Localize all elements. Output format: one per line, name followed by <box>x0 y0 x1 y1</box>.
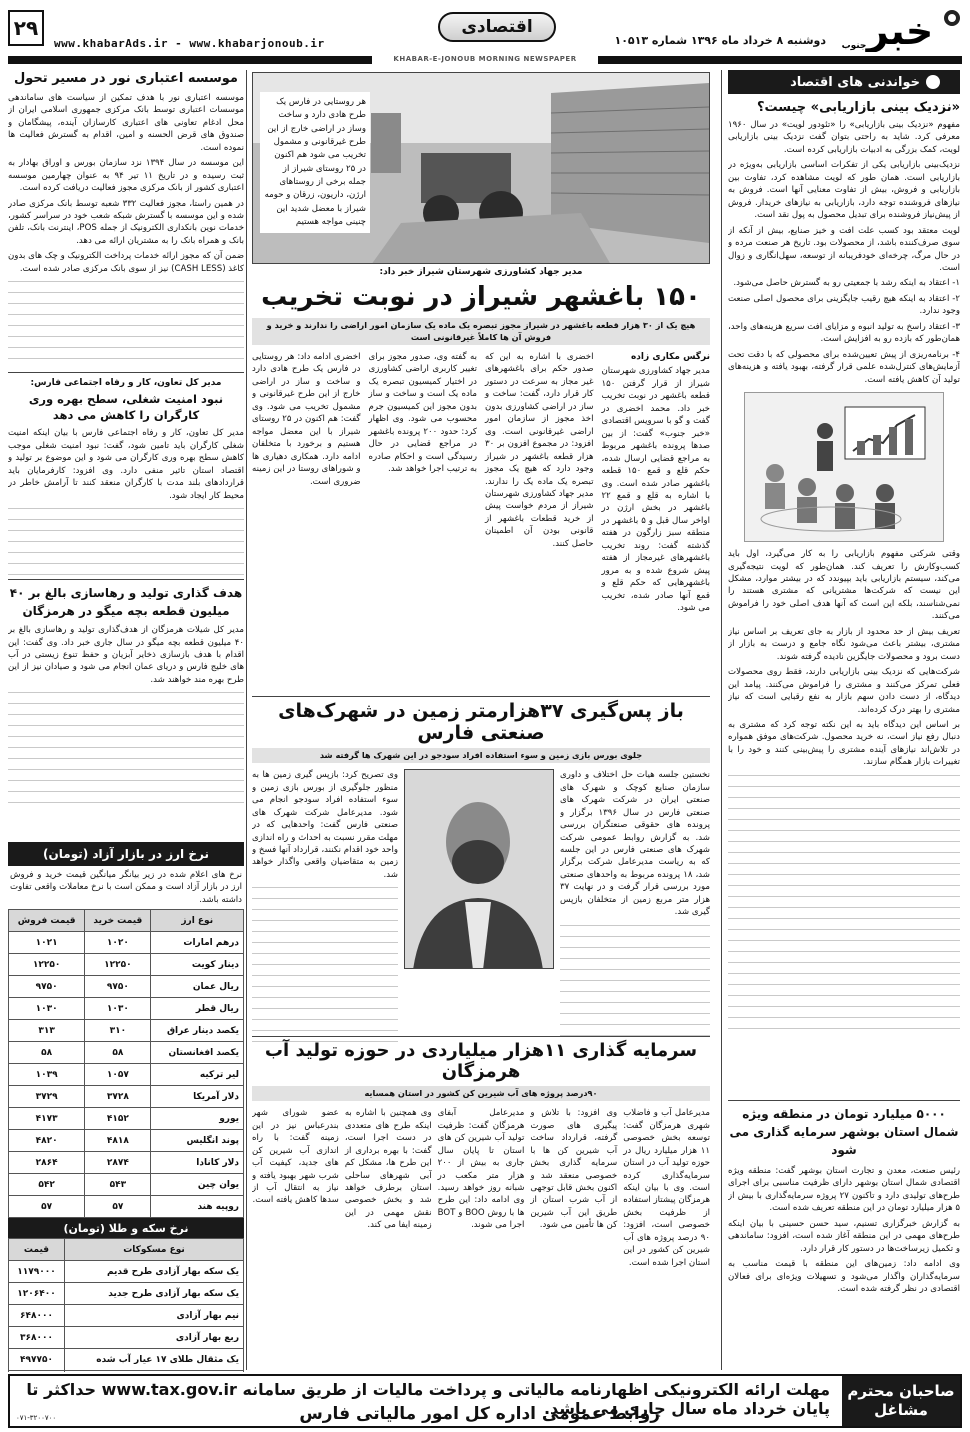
article-paragraph: وی افزود: با تلاش و پیگیری های صورت گرفته، قرارداد ساخت آب شیرین کن ها با سرمایه گذاری بخش خصوصی منعقد شد و اکنون بخش قابل توجهی از آب شرب استان از طریق این آب شیرین کن ها تأمین می شود. <box>530 1108 618 1231</box>
article-list-item: ۴- برنامه‌ریزی از پیش تعیین‌شده برای محصولی که با دقت تحت آزمایش‌های کنترل‌شده علمی قرار گرفته، بهبود یافته و هزینه‌های تولید آن کاهش یافته است. <box>728 349 960 385</box>
industrial-towns-article <box>252 700 710 1059</box>
gold-rates-table <box>8 1238 244 1372</box>
article-subtitle: ۹۰درصد پروژه های آب شیرین کن کشور در استان همسایه <box>252 1086 710 1101</box>
rate-name-cell: یکصد دینار عراق <box>151 1020 244 1042</box>
rate-value-cell: ۴۸۲۰ <box>9 1130 85 1152</box>
article-paragraph: ضمن آن که مجوز ارائه خدمات پرداخت الکترونیک و چک های بدون کاغذ (CASH LESS) نیز از سوی بانک مرکزی صادر شده است. <box>8 251 244 274</box>
fx-note: نرخ های اعلام شده در زیر بیانگر میانگین قیمت خرید و فروش ارز در بازار آزاد است و ممکن است با نرخ معاملات واقعی تفاوت داشته باشد. <box>10 870 242 905</box>
rate-value-cell: ۵۸ <box>9 1042 85 1064</box>
rate-value-cell: ۱۰۲۰ <box>85 932 151 954</box>
economy-readings-column <box>728 70 960 1100</box>
table-header-cell: نوع ارز <box>151 910 244 932</box>
rate-name-cell: ربع بهار آزادی <box>64 1327 243 1349</box>
article-subtitle: هیچ یک از ۳۰ هزار قطعه باغشهر در شیراز مجوز تبصره یک ماده یک سازمان امور اراضی را ندارند و خرید و فروش آن ها کاملاً غیرقانونی است <box>252 318 710 345</box>
article-list-item: ۲- اعتقاد به اینکه هیچ رقیب جایگزینی برای محصول اصلی صنعت وجود ندارد. <box>728 293 960 317</box>
rate-name-cell: ریال عمان <box>151 976 244 998</box>
table-row <box>9 1349 244 1371</box>
article-title: باز پس‌گیری ۳۷هزارمتر زمین در شهرک‌های صنعتی فارس <box>278 700 684 744</box>
rate-value-cell: ۵۷ <box>9 1196 85 1218</box>
official-portrait <box>404 769 554 969</box>
column-header-label: خواندنی های اقتصاد <box>790 74 920 90</box>
article-column <box>530 1107 617 1387</box>
rate-value-cell: ۵۴۲ <box>9 1174 85 1196</box>
article-column <box>345 1107 432 1387</box>
ad-signature: روابط عمومی اداره کل امور مالیاتی فارس <box>299 1404 660 1424</box>
person-photo <box>404 770 553 969</box>
ad-phone: ۰۷۱-۳۲۰۰۷۰۰ <box>16 1414 57 1423</box>
article-columns <box>252 351 710 711</box>
rate-name-cell: روپیه هند <box>151 1196 244 1218</box>
article-column <box>252 1107 339 1387</box>
rate-value-cell: ۵۴۳ <box>85 1174 151 1196</box>
table-row <box>9 954 244 976</box>
article-paragraph: عضو شورای شهر بندرعباس نیز در این زمینه گفت: با راه اندازی آب شیرین کن های جدید، کیفیت آب شرب شهر بهبود یافته و نیاز به انتقال آب از سدها کاهش یافته است. <box>252 1108 339 1206</box>
article-column <box>369 351 478 711</box>
article-column <box>252 769 398 1059</box>
section-title: اقتصادی <box>438 12 556 42</box>
rate-value-cell: ۱۰۵۷ <box>85 1064 151 1086</box>
rate-value-cell: ۱۰۳۹ <box>9 1064 85 1086</box>
article-columns <box>252 769 710 1059</box>
ad-badge-line: صاحبان محترم <box>847 1381 955 1400</box>
article-column <box>485 351 594 711</box>
rate-value-cell: ۱۰۳۰ <box>9 998 85 1020</box>
article-title: هدف گذاری تولید و رهاسازی بالغ بر ۴۰ میلیون قطعه بچه میگو در هرمزگان <box>9 586 243 619</box>
rate-name-cell: یکصد افغانستان <box>151 1042 244 1064</box>
fx-rates-table <box>8 909 244 1218</box>
table-row <box>9 1174 244 1196</box>
article-continued-text <box>8 505 244 575</box>
table-row <box>9 1327 244 1349</box>
ad-badge-line: مشاغل <box>874 1401 928 1419</box>
article-continued-text <box>252 884 398 1044</box>
article-paragraph: نخستین جلسه هیات حل اختلاف و داوری سازمان صنایع کوچک و شهرک های صنعتی ایران در شرکت شهرک های صنعتی فارس در سال ۱۳۹۶ برگزار و پرونده های حقوقی صنعتگران بررسی شد. به گزارش روابط عمومی شرکت شهرک های صنعتی فارس در این جلسه که به ریاست مدیرعامل شرکت برگزار شد، ۱۸ پرونده مربوط به واحدهای صنعتی مورد بررسی قرار گرفت و در نهایت ۳۷ هزار متر مربع زمین از متخلفان بازپس گیری شد. <box>560 770 710 918</box>
rate-value-cell: ۳۱۰ <box>85 1020 151 1042</box>
article-paragraph: به گزارش خبرگزاری تسنیم، سید حسن حسینی با بیان اینکه طرح‌های مهمی در این منطقه آغاز شده است، افزود: ساماندهی و تکمیل زیرساخت‌ها در دستور کار قرار دارد. <box>728 1218 960 1254</box>
rate-name-cell: یک مثقال طلای ۱۷ عیار آب شده <box>64 1349 243 1371</box>
article-column <box>252 351 361 711</box>
rate-value-cell <box>9 1371 65 1372</box>
article-paragraph: مدیرعامل آب و فاضلاب شهری هرمزگان گفت: توسعه بخش خصوصی ۱۱ هزار میلیارد ریال در حوزه تولید آب در استان سرمایه‌گذاری کرده است. وی با بیان اینکه هرمزگان پیشتاز استفاده از ظرفیت بخش خصوصی است، افزود: ۹۰ درصد پروژه های آب شیرین کن کشور در این استان اجرا شده است. <box>623 1108 710 1268</box>
article-paragraph: موسسه اعتباری نور با هدف تمکین از سیاست های ساماندهی موسسات اعتباری توسط بانک مرکزی جمهوری اسلامی ایران از محل ادغام تعاونی های اعتباری کارسازان آینده، پیشگامان و صندوق های قرض الحسنه و امین، اقدام به گسترش فعالیت ها نموده است. <box>8 92 244 153</box>
article-paragraph: وی تصریح کرد: بازپس گیری زمین ها به منظور جلوگیری از بورس بازی زمین و سوء استفاده افراد سودجو انجام می شود. مدیرعامل شرکت شهرک های صنعتی فارس گفت: واحدهایی که در مهلت مقرر نسبت به احداث و راه اندازی واحد خود اقدام نکنند، قرارداد آنها فسخ و زمین به متقاضیان واقعی واگذار خواهد شد. <box>252 770 398 880</box>
table-row <box>9 1152 244 1174</box>
table-row <box>9 1371 244 1372</box>
rate-value-cell: ۹۷۵۰ <box>9 976 85 998</box>
column-divider <box>721 70 722 1370</box>
page-header <box>8 6 962 54</box>
rate-value-cell: ۱۰۲۱ <box>9 932 85 954</box>
table-row <box>9 1086 244 1108</box>
rate-value-cell: ۳۷۲۸ <box>85 1086 151 1108</box>
article-title: ۵۰۰۰ میلیارد تومان در منطقه ویژه شمال استان بوشهر سرمایه گذاری می شود <box>729 1107 959 1157</box>
fx-table-body <box>9 932 244 1218</box>
article-paragraph: مدیرعامل آبفای هرمزگان گفت: ظرفیت تولید آب شیرین کن های استان تا پایان سال جاری به بیش از ۲۰۰ هزار متر مکعب در شبانه روز خواهد رسید. وی ادامه داد: این طرح ها با روش BOO و BOT اجرا می شوند. <box>437 1108 525 1231</box>
article-paragraph: لویت معتقد بود کسب علت افت و خیز صنایع، بیش از آنکه از سوی صرف‌کننده باشد، از محصولات بود. تاریخ هر صنعت مرده و در حال مرگ، چرخه‌ای خودفریبانه از توسعه، سهل‌انگاری و زوال است. <box>728 225 960 273</box>
hormozgan-water-article <box>252 1040 710 1387</box>
rate-value-cell: ۵۸ <box>85 1042 151 1064</box>
rate-value-cell: ۳۷۲۹ <box>9 1086 85 1108</box>
ad-main-text: مهلت ارائه الکترونیکی اظهارنامه مالیاتی و پرداخت مالیات از طریق سامانه www.tax.gov.ir حداکثر تا پایان خرداد ماه سال جاری می باشد. <box>26 1380 830 1418</box>
rate-value-cell: ۴۹۷۷۵۰ <box>9 1349 65 1371</box>
article-paragraph: اخضری ادامه داد: هر روستایی در فارس یک طرح هادی دارد و ساخت و ساز در اراضی خارج از این طرح غیرقانونی و مشمول تخریب می شود. وی گفت: هم اکنون در ۲۵ روستای شیراز با این معضل مواجه هستیم و برخورد با متخلفان ادامه دارد. همکاری دهیاری ها و شوراهای روستا در این زمینه ضروری است. <box>252 352 361 487</box>
article-column <box>438 1107 525 1387</box>
article-paragraph: وی ادامه داد: زمین‌های این منطقه با قیمت مناسب به سرمایه‌گذاران واگذار می‌شود و تسهیلات ویژه‌ای برای فعالان اقتصادی در نظر گرفته شده است. <box>728 1259 960 1295</box>
rate-name-cell: دلار آمریکا <box>151 1086 244 1108</box>
article-paragraph: تعریف بیش از حد محدود از بازار به جای تعریف بر اساس نیاز مشتری، بیشتر باعث می‌شود نگاه جامع و درست به بازار از دست برود و محصولات جایگزین نادیده گرفته شوند. <box>728 626 960 662</box>
rate-name-cell: نیم بهار آزادی <box>64 1305 243 1327</box>
column-header <box>728 70 960 94</box>
rate-name-cell: یورو <box>151 1108 244 1130</box>
table-header-cell: قیمت فروش <box>9 910 85 932</box>
fx-box-title: نرخ ارز در بازار آزاد (تومان) <box>8 842 244 866</box>
paper-name-latin: KHABAR-E-JONOUB MORNING NEWSPAPER <box>372 55 598 66</box>
article-title: ۱۵۰ باغشهر شیراز در نوبت تخریب <box>261 282 701 313</box>
table-row <box>9 976 244 998</box>
table-row <box>9 1305 244 1327</box>
article-kicker: مدیر کل تعاون، کار و رفاه اجتماعی فارس: <box>30 378 222 389</box>
rate-name-cell: پوند انگلیس <box>151 1130 244 1152</box>
rate-value-cell: ۶۴۸۰۰۰ <box>9 1305 65 1327</box>
rate-value-cell: ۱۱۷۹۰۰۰ <box>9 1261 65 1283</box>
rate-name-cell: یک سکه بهار آزادی طرح جدید <box>64 1283 243 1305</box>
article-continued-text <box>8 278 244 368</box>
shiraz-article <box>252 266 710 711</box>
article-paragraph: اخضری با اشاره به این که صدور حکم برای باغشهرهای غیر مجاز به سرعت در دستور کار قرار دارد، گفت: ساخت و ساز در اراضی کشاورزی بدون اخذ مجوز از سازمان امور اراضی غیرقانونی است. وی افزود: در مجموع افزون بر ۳۰ هزار قطعه باغشهر در شیراز وجود دارد که هیچ یک مجوز تبصره یک ماده یک را ندارند. مدیر جهاد کشاورزی شهرستان شیراز از مردم خواست پیش از خرید قطعات باغشهر از قانونی بودن آن اطمینان حاصل کنند. <box>485 352 594 549</box>
article-paragraph: مدیر جهاد کشاورزی شهرستان شیراز از قرار گرفتن ۱۵۰ قطعه باغشهر در نوبت تخریب خبر داد. محمد اخضری در گفت و گو با سرویس اقتصادی «خبر جنوب» گفت: از بین صدها پرونده باغشهر مربوط به مراجع قضایی ارسال شده، حکم قلع و قمع ۱۵۰ قطعه باغشهر صادر شده است. وی با اشاره به قلع و قمع ۲۲ باغشهر در بخش ارژن در اواخر سال قبل و ۵ باغشهر در منطقه سبز زارگون در هفته گذشته گفت: روند تخریب باغشهرهای غیرمجاز از هفته پیش شروع شده و به مرور باغشهرهایی که حکم قلع و قمع آنها صادر شده، تخریب می شود. <box>601 366 710 614</box>
table-row <box>9 1064 244 1086</box>
section-divider <box>252 696 710 697</box>
currency-rates-box <box>8 842 244 1372</box>
table-row <box>9 1196 244 1218</box>
ad-badge <box>842 1376 960 1426</box>
section-divider <box>8 372 244 373</box>
rate-name-cell: دلار کانادا <box>151 1152 244 1174</box>
table-header-cell: قیمت <box>9 1239 65 1261</box>
article-paragraph: این موسسه در سال ۱۳۹۴ نزد سازمان بورس و اوراق بهادار به ثبت رسیده و در تاریخ ۱۱ تیر ۹۴ به عنوان چهارمین موسسه اعتباری کشور از بانک مرکزی مجوز فعالیت دریافت کرده است. <box>8 158 244 194</box>
table-row <box>9 1108 244 1130</box>
article-paragraph: مفهوم «نزدیک بینی بازاریابی» را «تئودور لویت» در سال ۱۹۶۰ معرفی کرد. شاید به راحتی بتوان گفت نزدیک بینی بازاریابی لویت، کمک بزرگی به ادبیات بازاریابی کرده است. <box>728 120 960 155</box>
article-paragraph: در همین راستا، مجوز فعالیت ۳۳۲ شعبه توسط بانک مرکزی صادر شده و این موسسه با گسترش شبکه شعب خود در سراسر کشور، خدمات نوین بانکداری الکترونیک از جمله POS، اینترنت بانک، تلفن بانک و همراه بانک را به مشتریان ارائه می دهد. <box>8 198 244 246</box>
gold-table-body <box>9 1261 244 1372</box>
rate-value-cell: ۱۲۲۵۰ <box>85 954 151 976</box>
site-urls: www.khabarAds.ir - www.khabarjonoub.ir <box>54 37 325 50</box>
page-number: ۲۹ <box>8 10 44 46</box>
table-row <box>9 998 244 1020</box>
rate-value-cell: ۳۶۸۰۰۰ <box>9 1327 65 1349</box>
table-row <box>9 1042 244 1064</box>
newspaper-logo <box>832 6 962 52</box>
article-paragraph: وی همچنین با اشاره به اینکه طرح های متعددی در دست اجرا است، گفت: با بهره برداری از این طرح ها، مشکل کم آبی شهرهای ساحلی استان برطرف خواهد شد و بخش خصوصی نقش مهمی در این زمینه ایفا می کند. <box>344 1108 432 1231</box>
rate-value-cell: ۱۲۲۵۰ <box>9 954 85 976</box>
article-paragraph: مدیر کل شیلات هرمزگان از هدف‌گذاری تولید و رهاسازی بالغ بر ۴۰ میلیون قطعه بچه میگو در سال جاری خبر داد. وی گفت: این اقدام با هدف بازسازی ذخایر آبزیان و حفظ تنوع زیستی در آب های خلیج فارس و دریای عمان انجام می شود و صیادان نیز از این طرح بهره مند خواهند شد. <box>8 625 244 685</box>
rate-name-cell <box>64 1371 243 1372</box>
rate-name-cell: ریال قطر <box>151 998 244 1020</box>
logo-sub: جنوب <box>841 41 867 51</box>
rate-value-cell: ۴۸۱۸ <box>85 1130 151 1152</box>
photo-caption: هر روستایی در فارس یک طرح هادی دارد و ساخت وساز در اراضی خارج از این طرح غیرقانونی و مشمول تخریب می شود هم اکنون در ۲۵ روستای شیراز از جمله برخی از روستاهای ارژن، داریون، زرقان و حومه شیراز با معضل شدید این چنینی مواجه هستیم <box>260 92 370 233</box>
article-title: سرمایه گذاری ۱۱هزار میلیاردی در حوزه تولید آب هرمزگان <box>264 1040 698 1082</box>
section-divider <box>252 1036 710 1037</box>
table-row <box>9 1020 244 1042</box>
table-row <box>9 932 244 954</box>
section-divider <box>8 579 244 580</box>
presentation-icon <box>745 393 943 541</box>
article-column <box>602 351 711 711</box>
rate-name-cell: درهم امارات <box>151 932 244 954</box>
logo-text: خبر <box>866 9 934 52</box>
rate-name-cell: یک سکه بهار آزادی طرح قدیم <box>64 1261 243 1283</box>
bushehr-article <box>728 1100 960 1300</box>
table-header-row <box>9 910 244 932</box>
article-column <box>560 769 710 1059</box>
rate-value-cell: ۲۸۷۴ <box>85 1152 151 1174</box>
rate-name-cell: یوان چین <box>151 1174 244 1196</box>
rate-name-cell: لیر ترکیه <box>151 1064 244 1086</box>
article-byline: نرگس مکاری زاده <box>630 352 710 363</box>
meeting-illustration <box>744 392 944 542</box>
article-title: نبود امنیت شغلی، سطح بهره وری کارگران را کاهش می دهد <box>28 391 224 422</box>
article-paragraph: شرکت‌هایی که نزدیک بینی بازاریابی دارند، فقط روی محصولات فعلی تمرکز می‌کنند و مشتری را فراموش می‌کنند. پیامد این دیدگاه، از دست دادن سهم بازار به نفع رقبایی است که نیاز مشتری را بهتر درک کرده‌اند. <box>728 667 960 715</box>
tax-advertisement <box>8 1374 962 1428</box>
article-paragraph: وقتی شرکتی مفهوم بازاریابی را به کار می‌گیرد، اول باید کسب‌وکارش را تعریف کند. همان‌طور که لویت نتیجه‌گیری می‌کند، سیستم بازاریابی باید بپیوندد که در بیشتر موارد، مشکل این نیست که شرکت‌ها مشتریانی که مشتری هستند را نمی‌شناسند، بلکه این است که آنها هدف اصلی خود را فراموش می‌کنند. <box>728 549 960 622</box>
rate-name-cell: دینار کویت <box>151 954 244 976</box>
rate-value-cell: ۲۸۶۴ <box>9 1152 85 1174</box>
gold-box-title: نرخ سکه و طلا (تومان) <box>8 1218 244 1238</box>
article-title: «نزدیک بینی بازاریابی» چیست؟ <box>756 100 960 115</box>
article-column <box>623 1107 710 1387</box>
rate-value-cell: ۵۷ <box>85 1196 151 1218</box>
article-paragraph: بر اساس این دیدگاه باید به این نکته توجه کرد که مشتری به دنبال رفع نیاز است، نه خرید محصول. شرکت‌های موفق همواره در تلاش‌اند نیازهای آینده مشتری را پیش‌بینی کنند و خود را با تغییرات بازار همگام سازند. <box>728 719 960 768</box>
article-continued-text <box>560 922 710 1042</box>
article-list-item: ۳- اعتقاد راسخ به تولید انبوه و مزایای افت سریع هزینه‌های واحد، همان‌طور که بازده رو به افزایش است. <box>728 321 960 345</box>
issue-info: دوشنبه ۸ خرداد ماه ۱۳۹۶ شماره ۱۰۵۱۳ <box>614 34 826 47</box>
table-header-cell: قیمت خرید <box>85 910 151 932</box>
bullet-icon <box>926 75 940 89</box>
article-subtitle: جلوی بورس بازی زمین و سوء استفاده افراد سودجو در این شهرک ها گرفته شد <box>252 748 710 763</box>
rate-value-cell: ۱۰۳۰ <box>85 998 151 1020</box>
table-row <box>9 1130 244 1152</box>
article-columns <box>252 1107 710 1387</box>
left-news-column <box>8 70 244 830</box>
article-paragraph: نزدیک‌بینی بازاریابی یکی از تفکرات اساسی بازاریابی به‌ویژه در بازاریابی است. همان طور که لویت مشاهده کرد، تفاوت بین بازاریابی و فروش، بیش از تفاوت معنایی آنها است. فروش به نیازهای فروشنده توجه دارد، بازاریابی به نیازهای خریدار. فروش از پیش‌نیاز فروشنده برای تبدیل محصول به پول نقد است. <box>728 160 960 221</box>
table-row <box>9 1261 244 1283</box>
table-header-row <box>9 1239 244 1261</box>
rate-value-cell: ۴۱۷۳ <box>9 1108 85 1130</box>
article-title: موسسه اعتباری نور در مسیر تحول <box>14 71 238 86</box>
table-header-cell: نوع مسکوکات <box>64 1239 243 1261</box>
rate-value-cell: ۹۷۵۰ <box>85 976 151 998</box>
rate-value-cell: ۴۱۵۲ <box>85 1108 151 1130</box>
article-paragraph: رئیس صنعت، معدن و تجارت استان بوشهر گفت: منطقه ویژه اقتصادی شمال استان بوشهر دارای ظرفیت مناسبی برای اجرای طرح‌های تولیدی دارد و تاکنون ۲۷ پروژه سرمایه‌گذاری با بیش از ۵ هزار میلیارد تومان در این منطقه تعریف شده است. <box>728 1166 960 1214</box>
article-list-item: ۱- اعتقاد به اینکه رشد با جمعیتی رو به گسترش حاصل می‌شود. <box>733 278 960 289</box>
article-paragraph: مدیر کل تعاون، کار و رفاه اجتماعی فارس با بیان اینکه امنیت شغلی کارگران باید تامین شود، گفت: نبود امنیت شغلی موجب کاهش سطح بهره وری کارگران می شود و این موضوع بر تولید و اقتصاد استان تاثیر منفی دارد. وی افزود: کارفرمایان باید قراردادهای بلند مدت با کارگران منعقد کنند تا آرامش خاطر در محیط کار ایجاد شود. <box>8 428 244 501</box>
section-divider <box>728 1100 960 1101</box>
article-continued-text <box>728 772 960 1032</box>
column-divider <box>246 70 247 1370</box>
table-row <box>9 1283 244 1305</box>
article-kicker: مدیر جهاد کشاورزی شهرستان شیراز خبر داد: <box>379 267 583 277</box>
rate-value-cell: ۳۱۳ <box>9 1020 85 1042</box>
article-continued-text <box>8 689 244 809</box>
article-paragraph: به گفته وی، صدور مجوز برای تغییر کاربری اراضی کشاورزی در اختیار کمیسیون تبصره یک ماده یک است و ساخت و ساز بدون مجوز این کمیسیون جرم محسوب می شود. وی اظهار کرد: حدود ۲۰۰ پرونده باغشهر در مراجع قضایی در حال رسیدگی است و احکام صادره به ترتیب اجرا خواهد شد. <box>368 352 477 475</box>
rate-value-cell: ۱۲۰۶۴۰۰ <box>9 1283 65 1305</box>
